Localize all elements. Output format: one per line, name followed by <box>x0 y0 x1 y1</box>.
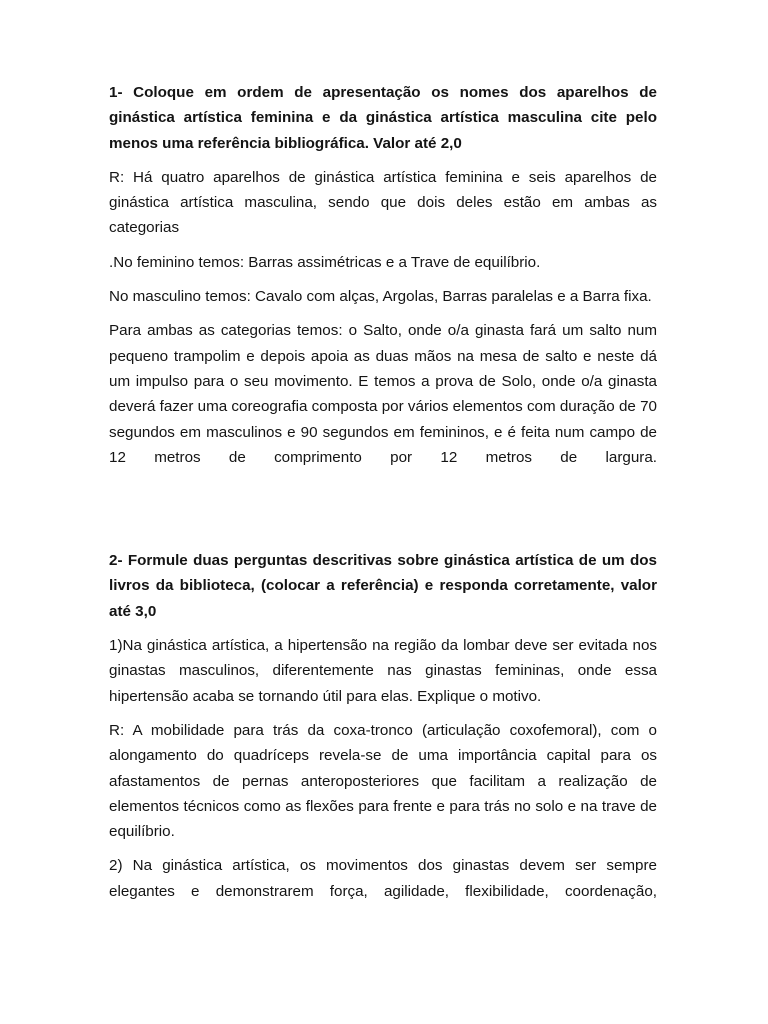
question-1: 1- Coloque em ordem de apresentação os nomes dos aparelhos de ginástica artística feminina e da ginástica artística masculina cite pelo menos uma referência bibliográfica. Valor até 2,0 <box>109 84 657 152</box>
sub-answer-1: R: A mobilidade para trás da coxa-tronco (articulação coxofemoral), com o alongamento do quadríceps revela-se de uma importância capital para os afastamentos de pernas anteroposteriores que facilitam a realização de elementos técnicos como as flexões para frente e para trás no solo e na trave de equilíbrio. <box>109 721 657 841</box>
question-2: 2- Formule duas perguntas descritivas sobre ginástica artística de um dos livros da biblioteca, (colocar a referência) e responda corretamente, valor até 3,0 <box>109 552 657 620</box>
section-spacer <box>109 479 657 548</box>
sub-question-1: 1)Na ginástica artística, a hipertensão na região da lombar deve ser evitada nos ginastas masculinos, diferentemente nas ginastas femininas, onde essa hipertensão acaba se tornando útil para elas. Explique o motivo. <box>109 637 657 705</box>
answer-1-feminine: .No feminino temos: Barras assimétricas e a Trave de equilíbrio. <box>109 253 541 271</box>
document-page <box>109 80 657 913</box>
answer-1-masculine: No masculino temos: Cavalo com alças, Argolas, Barras paralelas e a Barra fixa. <box>109 288 652 306</box>
sub-question-2: 2) Na ginástica artística, os movimentos dos ginastas devem ser sempre elegantes e demonstrarem força, agilidade, flexibilidade, coordenação, <box>109 857 657 900</box>
answer-1-both: Para ambas as categorias temos: o Salto, onde o/a ginasta fará um salto num pequeno trampolim e depois apoia as duas mãos na mesa de salto e neste dá um impulso para o seu movimento. E temos a prova de Solo, onde o/a ginasta deverá fazer uma coreografia composta por vários elementos com duração de 70 segundos em masculinos e 90 segundos em femininos, e é feita num campo de 12 metros de comprimento por 12 metros de largura. <box>109 322 657 466</box>
answer-1-intro: R: Há quatro aparelhos de ginástica artística feminina e seis aparelhos de ginástica artística masculina, sendo que dois deles estão em ambas as categorias <box>109 168 657 237</box>
